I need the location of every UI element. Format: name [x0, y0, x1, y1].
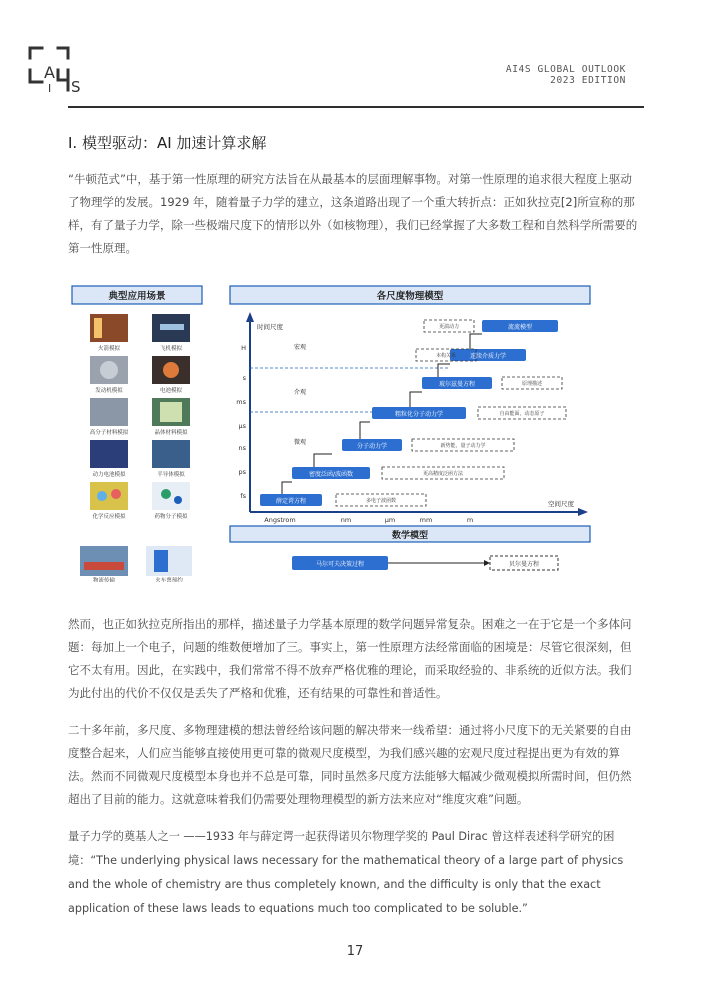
app-label: 发动机模拟	[95, 388, 123, 394]
model-label: 粗粒化分子动力学	[394, 411, 444, 418]
app-label: 药物分子模拟	[154, 514, 188, 520]
thumb-polymer	[90, 398, 128, 426]
dashed-label: 本构关系	[435, 353, 457, 359]
svg-text:A: A	[44, 63, 55, 82]
app-label: 物流传输	[92, 578, 116, 582]
multiscale-model-figure	[70, 282, 640, 582]
app-label: 电池模拟	[159, 388, 183, 394]
y-tick: ms	[236, 398, 246, 406]
thumb-logistics	[80, 546, 128, 576]
app-label: 飞机模拟	[159, 346, 183, 352]
bottom-panel-title: 数学模型	[391, 531, 429, 541]
app-label: 半导体模拟	[157, 472, 185, 478]
paragraph-many-body-problem: 然而，也正如狄拉克所指出的那样，描述量子力学基本原理的数学问题异常复杂。困难之一在于它是一个多体问题：每加上一个电子，问题的维数便增加了三。事实上，第一性原理方法经常面临的困境是：尽管它很深刻，但它不太有用。因此，在实践中，我们常常不得不放弃严格优雅的理论，而采取经验的、非系统的近似方法。我们为此付出的代价不仅仅是丢失了严格和优雅，还有结果的可靠性和普适性。	[68, 617, 632, 700]
y-tick: H	[241, 344, 246, 352]
app-label: 化学反应模拟	[92, 514, 126, 520]
ai4s-logo	[28, 46, 86, 98]
region-label: 宏观	[294, 344, 307, 351]
model-label: 分子动力学	[356, 443, 388, 450]
svg-text:I: I	[48, 82, 52, 95]
svg-text:S: S	[71, 78, 81, 96]
dashed-label: 自由能面，动态原子	[499, 411, 545, 417]
model-label: 薛定谔方程	[275, 498, 307, 505]
thumb-drug-molecule	[152, 482, 190, 510]
x-tick: nm	[340, 516, 352, 524]
y-tick: fs	[240, 492, 246, 500]
paragraph-multiscale-modeling: 二十多年前，多尺度、多物理建模的想法曾经给该问题的解决带来一线希望：通过将小尺度下的无关紧要的自由度整合起来，人们应当能够直接使用更可靠的微观尺度模型，为我们感兴趣的宏观尺度过程提出更为有效的算法。然而不同微观尺度模型本身也并不总是可靠，同时虽然多尺度方法能够大幅减少微观模拟所需时间，但仍然超出了目前的能力。这就意味着我们仍需要处理物理模型的新方法来应对“维度灾难”问题。	[68, 723, 632, 806]
region-label: 微观	[294, 439, 307, 446]
math-model-label: 贝尔曼方程	[508, 561, 540, 568]
logo-mark	[28, 46, 86, 98]
dashed-label: 更湍动力	[438, 324, 460, 330]
section-title: I. 模型驱动：AI 加速计算求解	[68, 134, 267, 152]
x-tick: m	[466, 516, 474, 524]
dashed-label: 新势能，量子动力学	[440, 443, 486, 449]
header-title-line1: AI4S GLOBAL OUTLOOK	[505, 64, 626, 75]
app-label: 晶体材料模拟	[154, 430, 188, 436]
x-tick: Angstrom	[264, 516, 296, 524]
y-tick: ps	[238, 468, 246, 476]
app-label: 高分子材料模拟	[89, 430, 129, 436]
x-tick: mm	[419, 516, 433, 524]
paragraph-dirac-quote: 量子力学的奠基人之一 ——1933 年与薛定谔一起获得诺贝尔物理学奖的 Paul Dirac 曾这样表述科学研究的困境：“The underlying physical laws necessary for the mathematical theory of a large part of physics and the whole of chemistry are thus completely known, and the difficulty is only that the exact application of these laws leads to equations much too complicated to be soluble.”	[68, 830, 624, 915]
y-tick: s	[242, 374, 246, 382]
header-title-line2: 2023 EDITION	[550, 75, 626, 86]
dashed-label: 更高精度泛函方法	[422, 471, 464, 477]
report-edition-header	[506, 64, 626, 86]
dashed-label: 多电子波函数	[365, 498, 397, 504]
page-number: 17	[346, 944, 364, 959]
y-tick: ns	[238, 444, 246, 452]
region-label: 介观	[294, 389, 307, 396]
app-label: 火车票预约	[155, 578, 183, 582]
y-tick: μs	[238, 422, 246, 430]
dashed-label: 原理描述	[521, 381, 543, 387]
thumb-train-ticket	[146, 546, 192, 576]
thumb-chemistry	[90, 482, 128, 510]
right-panel-title: 各尺度物理模型	[376, 291, 444, 302]
app-label: 动力电池模拟	[92, 472, 126, 478]
math-model-label: 马尔可夫决策过程	[315, 561, 365, 568]
left-panel-title: 典型应用场景	[108, 291, 166, 302]
model-label: 连续介质力学	[469, 353, 507, 360]
x-tick: μm	[384, 516, 396, 524]
header-divider	[68, 106, 644, 108]
thumb-semiconductor	[152, 440, 190, 468]
model-label: 流流模型	[507, 324, 533, 331]
model-label: 玻尔兹曼方程	[438, 381, 476, 388]
model-label: 密度泛函/波函数	[308, 471, 354, 478]
app-label: 火箭模拟	[97, 346, 121, 352]
thumb-power-battery	[90, 440, 128, 468]
x-axis-label: 空间尺度	[548, 500, 574, 508]
y-axis-label: 时间尺度	[257, 323, 283, 331]
app-thumbnails	[80, 314, 192, 576]
paragraph-newton-paradigm: “牛顿范式”中，基于第一性原理的研究方法旨在从最基本的层面理解事物。对第一性原理的追求很大程度上驱动了物理学的发展。1929 年，随着量子力学的建立，这条道路出现了一个重大转折点：正如狄拉克[2]所宣称的那样，有了量子力学，除一些极端尺度下的情形以外（如核物理），我们已经掌握了大多数工程和自然科学所需要的第一性原理。	[68, 172, 638, 255]
